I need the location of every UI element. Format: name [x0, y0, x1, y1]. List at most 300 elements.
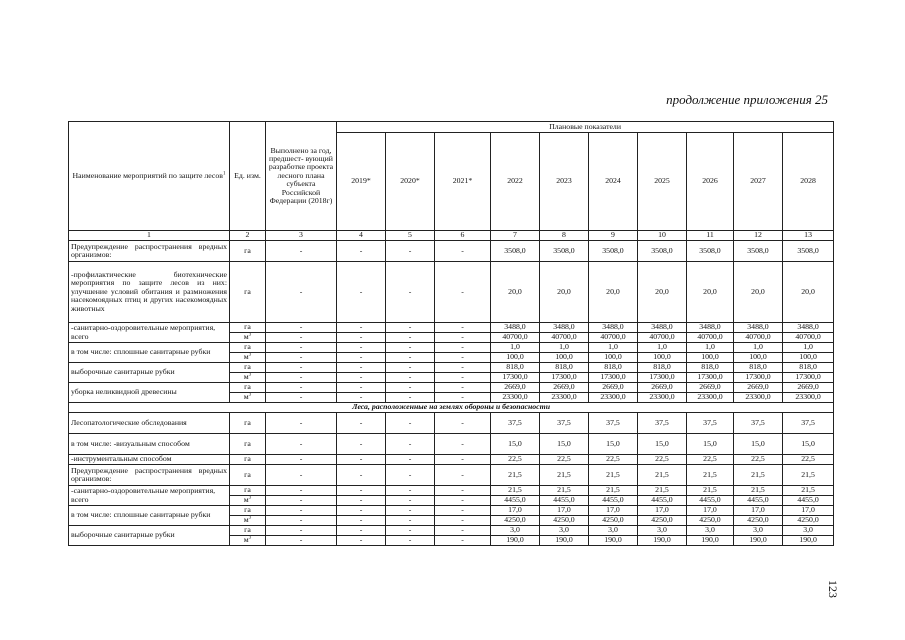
measure-name: в том числе: -визуальным способом — [69, 434, 230, 455]
value-cell: 4455,0 — [540, 496, 589, 506]
value-cell: - — [386, 465, 435, 486]
value-cell: - — [386, 363, 435, 373]
value-cell: - — [435, 323, 491, 333]
section-row — [69, 403, 834, 413]
done-cell: - — [266, 413, 337, 434]
value-cell: 2669,0 — [687, 383, 734, 393]
measure-name: уборка неликвидной древесины — [69, 383, 230, 403]
value-cell: 1,0 — [540, 343, 589, 353]
value-cell: 20,0 — [734, 262, 783, 323]
value-cell: 22,5 — [638, 455, 687, 465]
column-index-cell: 11 — [687, 231, 734, 241]
value-cell: 2669,0 — [491, 383, 540, 393]
unit-text: м — [243, 352, 249, 362]
value-cell: 21,5 — [687, 486, 734, 496]
value-cell: - — [435, 393, 491, 403]
done-cell: - — [266, 506, 337, 516]
value-cell: 17300,0 — [540, 373, 589, 383]
table-row — [69, 241, 834, 262]
value-cell: 818,0 — [589, 363, 638, 373]
header-done: Выполнено за год, предшест- вующий разработке проекта лесного плана субъекта Российской Федерации (2018г) — [266, 122, 337, 231]
value-cell: 20,0 — [589, 262, 638, 323]
appendix-caption: продолжение приложения 25 — [666, 92, 828, 107]
value-cell: 17,0 — [638, 506, 687, 516]
value-cell: - — [337, 465, 386, 486]
unit-cell: га — [230, 363, 266, 373]
done-cell: - — [266, 323, 337, 333]
unit-text: м — [243, 332, 249, 342]
value-cell: - — [435, 383, 491, 393]
value-cell: 190,0 — [540, 536, 589, 546]
value-cell: 100,0 — [783, 353, 834, 363]
value-cell: 4250,0 — [783, 516, 834, 526]
measure-name: в том числе: сплошные санитарные рубки — [69, 343, 230, 363]
column-index-cell: 9 — [589, 231, 638, 241]
value-cell: 2669,0 — [540, 383, 589, 393]
value-cell: - — [337, 536, 386, 546]
unit-cell: га — [230, 262, 266, 323]
value-cell: 40700,0 — [783, 333, 834, 343]
column-index-cell: 12 — [734, 231, 783, 241]
value-cell: 190,0 — [734, 536, 783, 546]
unit-cell: га — [230, 455, 266, 465]
value-cell: 21,5 — [589, 465, 638, 486]
done-cell: - — [266, 434, 337, 455]
value-cell: - — [386, 373, 435, 383]
value-cell: 3508,0 — [540, 241, 589, 262]
value-cell: - — [337, 526, 386, 536]
value-cell: 818,0 — [491, 363, 540, 373]
unit-cell: га — [230, 241, 266, 262]
column-index-cell: 5 — [386, 231, 435, 241]
value-cell: 17,0 — [783, 506, 834, 516]
done-cell: - — [266, 333, 337, 343]
value-cell: 3,0 — [783, 526, 834, 536]
value-cell: 37,5 — [638, 413, 687, 434]
value-cell: - — [435, 333, 491, 343]
value-cell: 3,0 — [687, 526, 734, 536]
table-row — [69, 526, 834, 536]
header-year: 2026 — [687, 133, 734, 231]
unit-cell — [230, 496, 266, 506]
header-unit: Ед. изм. — [230, 122, 266, 231]
value-cell: 1,0 — [734, 343, 783, 353]
unit-cell — [230, 373, 266, 383]
page-number: 123 — [826, 580, 840, 598]
table-row — [69, 434, 834, 455]
value-cell: 190,0 — [687, 536, 734, 546]
value-cell: 17,0 — [540, 506, 589, 516]
value-cell: - — [435, 363, 491, 373]
value-cell: 818,0 — [638, 363, 687, 373]
column-index-row — [69, 231, 834, 241]
measure-name: Предупреждение распространения вредных организмов: — [69, 241, 230, 262]
value-cell: 40700,0 — [589, 333, 638, 343]
done-cell: - — [266, 455, 337, 465]
value-cell: - — [386, 413, 435, 434]
value-cell: 4250,0 — [734, 516, 783, 526]
column-index-cell: 1 — [69, 231, 230, 241]
done-cell: - — [266, 343, 337, 353]
value-cell: 100,0 — [540, 353, 589, 363]
value-cell: 190,0 — [491, 536, 540, 546]
value-cell: 1,0 — [589, 343, 638, 353]
value-cell: - — [386, 343, 435, 353]
value-cell: 3,0 — [540, 526, 589, 536]
value-cell: 17,0 — [687, 506, 734, 516]
value-cell: 4250,0 — [589, 516, 638, 526]
table-row — [69, 383, 834, 393]
value-cell: 100,0 — [638, 353, 687, 363]
value-cell: 37,5 — [589, 413, 638, 434]
value-cell: 17300,0 — [687, 373, 734, 383]
value-cell: 21,5 — [734, 465, 783, 486]
unit-cell: га — [230, 323, 266, 333]
unit-superscript: 3 — [248, 352, 252, 358]
value-cell: 21,5 — [687, 465, 734, 486]
unit-cell: га — [230, 506, 266, 516]
unit-text: м — [243, 372, 249, 382]
value-cell: - — [435, 496, 491, 506]
header-year: 2020* — [386, 133, 435, 231]
value-cell: 21,5 — [783, 486, 834, 496]
value-cell: - — [435, 343, 491, 353]
table-row — [69, 413, 834, 434]
value-cell: 818,0 — [734, 363, 783, 373]
value-cell: 818,0 — [783, 363, 834, 373]
done-cell: - — [266, 383, 337, 393]
value-cell: 21,5 — [589, 486, 638, 496]
value-cell: - — [435, 526, 491, 536]
value-cell: - — [337, 373, 386, 383]
value-cell: 4455,0 — [638, 496, 687, 506]
done-cell: - — [266, 262, 337, 323]
value-cell: 100,0 — [589, 353, 638, 363]
value-cell: - — [386, 516, 435, 526]
value-cell: 3508,0 — [734, 241, 783, 262]
value-cell: - — [337, 393, 386, 403]
value-cell: - — [435, 455, 491, 465]
value-cell: 17,0 — [589, 506, 638, 516]
value-cell: 3,0 — [638, 526, 687, 536]
value-cell: - — [386, 262, 435, 323]
unit-cell: га — [230, 343, 266, 353]
value-cell: - — [386, 333, 435, 343]
measure-name: -инструментальным способом — [69, 455, 230, 465]
column-index-cell: 13 — [783, 231, 834, 241]
done-cell: - — [266, 536, 337, 546]
value-cell: - — [435, 413, 491, 434]
value-cell: 4250,0 — [540, 516, 589, 526]
value-cell: - — [337, 323, 386, 333]
header-year: 2025 — [638, 133, 687, 231]
value-cell: 3488,0 — [638, 323, 687, 333]
value-cell: - — [337, 516, 386, 526]
header-name: Наименование мероприятий по защите лесов$^1$ — [69, 122, 230, 231]
unit-superscript: 3 — [248, 495, 252, 501]
value-cell: - — [435, 486, 491, 496]
value-cell: 23300,0 — [589, 393, 638, 403]
value-cell: 3488,0 — [734, 323, 783, 333]
value-cell: 20,0 — [638, 262, 687, 323]
value-cell: - — [386, 323, 435, 333]
table-row — [69, 506, 834, 516]
value-cell: 23300,0 — [638, 393, 687, 403]
value-cell: 4455,0 — [589, 496, 638, 506]
value-cell: 3508,0 — [687, 241, 734, 262]
value-cell: 23300,0 — [783, 393, 834, 403]
value-cell: 3508,0 — [589, 241, 638, 262]
value-cell: 1,0 — [638, 343, 687, 353]
value-cell: - — [435, 516, 491, 526]
unit-text: м — [243, 495, 249, 505]
done-cell: - — [266, 486, 337, 496]
value-cell: 3488,0 — [783, 323, 834, 333]
value-cell: 3488,0 — [491, 323, 540, 333]
value-cell: 40700,0 — [638, 333, 687, 343]
value-cell: 40700,0 — [540, 333, 589, 343]
value-cell: - — [435, 373, 491, 383]
done-cell: - — [266, 241, 337, 262]
value-cell: 40700,0 — [491, 333, 540, 343]
column-index-cell: 10 — [638, 231, 687, 241]
value-cell: 22,5 — [734, 455, 783, 465]
value-cell: - — [386, 486, 435, 496]
measure-name: Лесопатологические обследования — [69, 413, 230, 434]
unit-cell: га — [230, 413, 266, 434]
value-cell: - — [435, 465, 491, 486]
value-cell: 23300,0 — [540, 393, 589, 403]
value-cell: 23300,0 — [687, 393, 734, 403]
value-cell: 22,5 — [540, 455, 589, 465]
unit-cell: га — [230, 383, 266, 393]
value-cell: 21,5 — [734, 486, 783, 496]
value-cell: 23300,0 — [491, 393, 540, 403]
unit-cell — [230, 333, 266, 343]
value-cell: - — [386, 383, 435, 393]
table-row — [69, 455, 834, 465]
measure-name: -санитарно-оздоровительные мероприятия, всего — [69, 486, 230, 506]
value-cell: - — [337, 383, 386, 393]
value-cell: 22,5 — [589, 455, 638, 465]
done-cell: - — [266, 465, 337, 486]
value-cell: - — [386, 455, 435, 465]
value-cell: 100,0 — [734, 353, 783, 363]
value-cell: 17300,0 — [734, 373, 783, 383]
value-cell: 4455,0 — [687, 496, 734, 506]
value-cell: - — [435, 536, 491, 546]
measure-name: -санитарно-оздоровительные мероприятия, всего — [69, 323, 230, 343]
value-cell: 17,0 — [491, 506, 540, 516]
value-cell: 4455,0 — [491, 496, 540, 506]
header-year: 2024 — [589, 133, 638, 231]
forest-protection-table — [68, 121, 834, 546]
value-cell: 21,5 — [783, 465, 834, 486]
value-cell: - — [386, 353, 435, 363]
value-cell: 3508,0 — [783, 241, 834, 262]
unit-superscript: 3 — [248, 515, 252, 521]
unit-superscript: 3 — [248, 535, 252, 541]
value-cell: 22,5 — [687, 455, 734, 465]
value-cell: 21,5 — [491, 486, 540, 496]
value-cell: - — [386, 496, 435, 506]
value-cell: - — [337, 353, 386, 363]
value-cell: 17300,0 — [783, 373, 834, 383]
value-cell: - — [386, 526, 435, 536]
value-cell: 3508,0 — [638, 241, 687, 262]
value-cell: 21,5 — [540, 465, 589, 486]
unit-cell — [230, 353, 266, 363]
measure-name: -профилактические биотехнические мероприятия по защите лесов из них: улучшение условий обитания и размножения насекомоядных птиц и других насекомоядных животных — [69, 262, 230, 323]
value-cell: - — [386, 434, 435, 455]
value-cell: 100,0 — [687, 353, 734, 363]
value-cell: 3488,0 — [540, 323, 589, 333]
unit-cell — [230, 516, 266, 526]
value-cell: 21,5 — [491, 465, 540, 486]
value-cell: 37,5 — [783, 413, 834, 434]
table-row — [69, 262, 834, 323]
value-cell: 37,5 — [734, 413, 783, 434]
value-cell: - — [435, 241, 491, 262]
unit-superscript: 3 — [248, 332, 252, 338]
value-cell: 21,5 — [540, 486, 589, 496]
value-cell: 3508,0 — [491, 241, 540, 262]
value-cell: - — [386, 506, 435, 516]
table-row — [69, 465, 834, 486]
value-cell: - — [386, 536, 435, 546]
value-cell: - — [337, 506, 386, 516]
measure-name: выборочные санитарные рубки — [69, 526, 230, 546]
column-index-cell: 7 — [491, 231, 540, 241]
value-cell: 15,0 — [638, 434, 687, 455]
measure-name: Предупреждение распространения вредных организмов: — [69, 465, 230, 486]
value-cell: - — [337, 455, 386, 465]
unit-text: м — [243, 515, 249, 525]
value-cell: 17300,0 — [491, 373, 540, 383]
value-cell: 190,0 — [589, 536, 638, 546]
value-cell: 4250,0 — [638, 516, 687, 526]
unit-superscript: 3 — [248, 372, 252, 378]
value-cell: 37,5 — [491, 413, 540, 434]
column-index-cell: 4 — [337, 231, 386, 241]
value-cell: 1,0 — [783, 343, 834, 353]
value-cell: - — [386, 241, 435, 262]
value-cell: 21,5 — [638, 486, 687, 496]
value-cell: - — [337, 413, 386, 434]
value-cell: - — [386, 393, 435, 403]
table-row — [69, 323, 834, 333]
value-cell: 818,0 — [540, 363, 589, 373]
value-cell: 2669,0 — [589, 383, 638, 393]
done-cell: - — [266, 393, 337, 403]
unit-cell: га — [230, 486, 266, 496]
value-cell: - — [337, 241, 386, 262]
section-title: Леса, расположенные на землях обороны и безопасности — [69, 403, 834, 413]
value-cell: 1,0 — [491, 343, 540, 353]
value-cell: - — [435, 506, 491, 516]
done-cell: - — [266, 373, 337, 383]
done-cell: - — [266, 516, 337, 526]
value-cell: 190,0 — [783, 536, 834, 546]
table-row — [69, 343, 834, 353]
value-cell: 3,0 — [734, 526, 783, 536]
value-cell: 20,0 — [783, 262, 834, 323]
value-cell: 37,5 — [540, 413, 589, 434]
value-cell: 15,0 — [734, 434, 783, 455]
value-cell: - — [337, 434, 386, 455]
value-cell: 37,5 — [687, 413, 734, 434]
value-cell: 20,0 — [540, 262, 589, 323]
header-year: 2021* — [435, 133, 491, 231]
value-cell: 3488,0 — [589, 323, 638, 333]
value-cell: 21,5 — [638, 465, 687, 486]
header-planned: Плановые показатели — [337, 122, 834, 133]
value-cell: - — [435, 353, 491, 363]
unit-cell — [230, 393, 266, 403]
value-cell: - — [337, 363, 386, 373]
value-cell: 22,5 — [783, 455, 834, 465]
measure-name: выборочные санитарные рубки — [69, 363, 230, 383]
unit-text: м — [243, 535, 249, 545]
measure-name: в том числе: сплошные санитарные рубки — [69, 506, 230, 526]
value-cell: 17,0 — [734, 506, 783, 516]
value-cell: 15,0 — [589, 434, 638, 455]
value-cell: - — [337, 262, 386, 323]
value-cell: 3,0 — [491, 526, 540, 536]
value-cell: 3488,0 — [687, 323, 734, 333]
unit-text: м — [243, 392, 249, 402]
value-cell: 15,0 — [491, 434, 540, 455]
value-cell: - — [337, 333, 386, 343]
value-cell: 2669,0 — [783, 383, 834, 393]
table-row — [69, 363, 834, 373]
unit-superscript: 3 — [248, 392, 252, 398]
column-index-cell: 3 — [266, 231, 337, 241]
column-index-cell: 2 — [230, 231, 266, 241]
value-cell: 818,0 — [687, 363, 734, 373]
done-cell: - — [266, 496, 337, 506]
value-cell: 190,0 — [638, 536, 687, 546]
value-cell: - — [435, 262, 491, 323]
value-cell: 4455,0 — [783, 496, 834, 506]
unit-cell: га — [230, 465, 266, 486]
column-index-cell: 6 — [435, 231, 491, 241]
value-cell: 15,0 — [687, 434, 734, 455]
value-cell: 3,0 — [589, 526, 638, 536]
header-year: 2019* — [337, 133, 386, 231]
value-cell: 15,0 — [783, 434, 834, 455]
value-cell: 22,5 — [491, 455, 540, 465]
unit-cell — [230, 536, 266, 546]
value-cell: 20,0 — [687, 262, 734, 323]
value-cell: 23300,0 — [734, 393, 783, 403]
value-cell: 17300,0 — [638, 373, 687, 383]
value-cell: - — [337, 486, 386, 496]
value-cell: - — [337, 496, 386, 506]
value-cell: 4250,0 — [491, 516, 540, 526]
value-cell: 4455,0 — [734, 496, 783, 506]
done-cell: - — [266, 526, 337, 536]
value-cell: - — [435, 434, 491, 455]
header-year: 2028 — [783, 133, 834, 231]
unit-cell: га — [230, 434, 266, 455]
header-year: 2027 — [734, 133, 783, 231]
value-cell: 100,0 — [491, 353, 540, 363]
done-cell: - — [266, 363, 337, 373]
unit-cell: га — [230, 526, 266, 536]
value-cell: 40700,0 — [687, 333, 734, 343]
table-row — [69, 486, 834, 496]
